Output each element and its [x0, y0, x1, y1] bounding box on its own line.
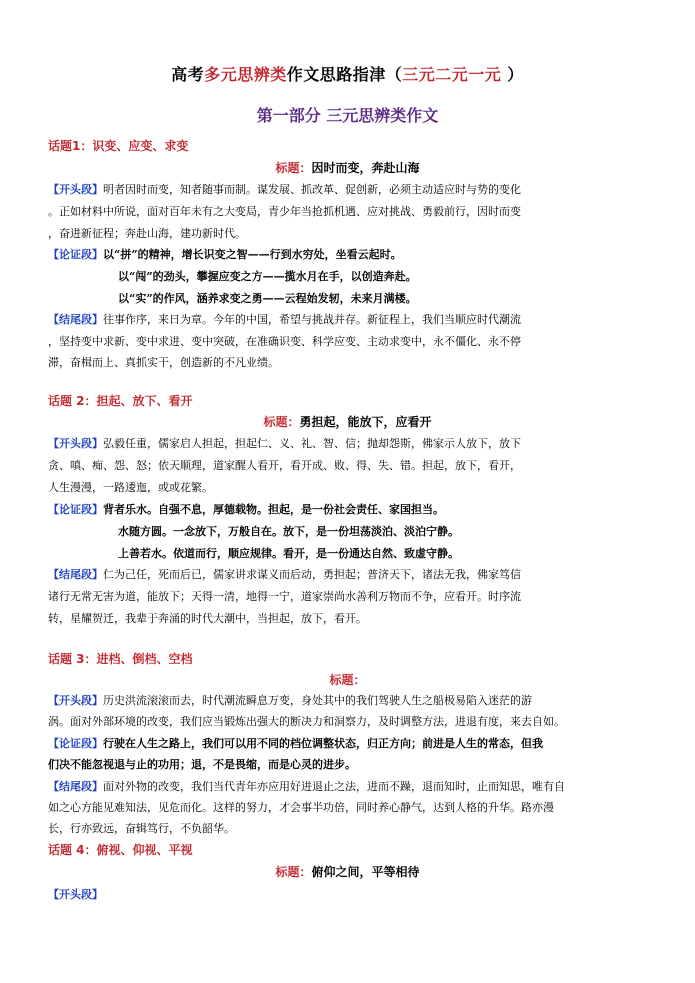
topic-1-open-line — [48, 181, 521, 197]
title-mid: 作文思路指津（ — [286, 65, 403, 84]
paragraph-line: 滞，奋楫而上、真抓实干，创造新的不凡业绩。 — [48, 356, 279, 369]
title-highlight: 三元二元一元 — [402, 65, 502, 84]
end-tag: 【结尾段】 — [48, 313, 103, 326]
paragraph-text: 行驶在人生之路上，我们可以用不同的档位调整状态，归正方向；前进是人生的常态，但我 — [103, 737, 543, 750]
title-post: ） — [501, 65, 524, 84]
paragraph-line: 水随方圆。一念放下，万般自在。放下，是一份坦荡淡泊、淡泊宁静。 — [118, 525, 459, 538]
paragraph-line: 以“闯”的劲头，攀握应变之方——揽水月在手，以创造奔赴。 — [118, 270, 417, 283]
paragraph-text: 仁为己任，死而后已，儒家讲求谋义而后动，勇担起；普济天下，诸法无我，佛家笃信 — [103, 568, 521, 581]
topic-2-argue-line — [48, 501, 444, 517]
paragraph-line: 。正如材料中所说，面对百年未有之大变局，青少年当抢抓机遇、应对挑战、勇毅前行，因时而变 — [48, 205, 521, 218]
end-tag: 【结尾段】 — [48, 780, 103, 793]
paragraph-text: 历史洪流滚滚而去，时代潮流瞬息万变，身处其中的我们驾驶人生之船极易陷入迷茫的游 — [103, 694, 532, 707]
paragraph-line: 上善若水。依道而行，顺应规律。看开，是一份通达自然、致虚守静。 — [118, 547, 459, 560]
topic-1-argue-line — [48, 246, 402, 262]
paragraph-line: 人生漫漫，一路逶迤，或或花繁。 — [48, 481, 213, 494]
open-tag: 【开头段】 — [48, 183, 103, 196]
topic-3-heading: 话题 3：进档、倒档、空档 — [48, 652, 193, 666]
topic-3-argue-line — [48, 735, 543, 751]
paragraph-line: 们决不能忽视退与止的功用；退，不是畏缩，而是心灵的进步。 — [48, 758, 356, 771]
topic-2-open-line — [48, 435, 521, 451]
paragraph-text: 背者乐水。自强不息，厚德载物。担起，是一份社会责任、家国担当。 — [103, 503, 444, 516]
title-pre: 高考 — [171, 65, 205, 84]
topic-4-open-line — [48, 886, 103, 902]
paragraph-text: 弘毅任重，儒家启人担起，担起仁、义、礼、智、信；抛却怨斯，佛家示人放下，放下 — [103, 437, 521, 450]
topic-1-title — [0, 159, 695, 176]
paragraph-line: 以“实”的作风，涵养求变之勇——云程始发轫，未来月满楼。 — [118, 292, 417, 305]
paragraph-line: 长，行亦致远，奋辑笃行，不负韶华。 — [48, 822, 235, 835]
topic-1-heading: 话题1：识变、应变、求变 — [48, 139, 189, 153]
paragraph-line: 转，星耀贺迁，我辈于奔涌的时代大潮中，当担起，放下，看开。 — [48, 612, 367, 625]
title-label: 标题： — [275, 865, 312, 879]
paragraph-line: 涡。面对外部环境的改变，我们应当锻炼出强大的断决力和洞察力，及时调整方法，进退有度，来去自如。 — [48, 715, 565, 728]
topic-1-end-line — [48, 311, 521, 327]
open-tag: 【开头段】 — [48, 437, 103, 450]
topic-2-title-text: 勇担起，能放下，应看开 — [299, 415, 432, 429]
title-label: 标题： — [275, 161, 312, 175]
argue-tag: 【论证段】 — [48, 737, 103, 750]
end-tag: 【结尾段】 — [48, 568, 103, 581]
topic-4-title-text: 俯仰之间，平等相待 — [311, 865, 420, 879]
paragraph-text: 明者因时而变，知者随事而制。谋发展、抓改革、促创新，必须主动适应时与势的变化 — [103, 183, 521, 196]
title-red: 多元思辨类 — [204, 65, 287, 84]
paragraph-line: 如之心方能见难知法，见危而化。这样的努力，才会事半功倍，同时养心静气，达到人格的升华。路亦漫 — [48, 801, 554, 814]
paragraph-line: 诸行无常无害为道，能放下；天得一清，地得一宁，道家崇尚水善利万物而不争，应看开。时序流 — [48, 590, 521, 603]
open-tag: 【开头段】 — [48, 694, 103, 707]
paragraph-line: 贪、嗔、痴、怨、怒；依天顺理，道家醒人看开，看开成、败、得、失、错。担起，放下，看开， — [48, 459, 521, 472]
argue-tag: 【论证段】 — [48, 503, 103, 516]
argue-tag: 【论证段】 — [48, 248, 103, 261]
document-title — [0, 62, 695, 85]
topic-2-end-line — [48, 566, 521, 582]
topic-3-end-line — [48, 778, 565, 794]
topic-2-title — [0, 413, 695, 430]
paragraph-line: ，奋进新征程；奔赴山海，建功新时代。 — [48, 227, 246, 240]
topic-3-open-line — [48, 692, 532, 708]
paragraph-text: 以“拼”的精神，增长识变之智——行到水穷处，坐看云起时。 — [103, 248, 402, 261]
topic-1-title-text: 因时而变，奔赴山海 — [311, 161, 420, 175]
title-label: 标题： — [263, 415, 300, 429]
title-label: 标题： — [329, 673, 366, 687]
open-tag: 【开头段】 — [48, 888, 103, 901]
topic-2-heading: 话题 2：担起、放下、看开 — [48, 394, 193, 408]
topic-4-heading: 话题 4：俯视、仰视、平视 — [48, 843, 193, 857]
paragraph-line: ，坚持变中求新、变中求进、变中突破，在准确识变、科学应变、主动求变中，永不僵化、永不停 — [48, 335, 521, 348]
section-subtitle: 第一部分 三元思辨类作文 — [256, 106, 439, 125]
topic-4-title — [0, 863, 695, 880]
topic-3-title — [0, 671, 695, 688]
paragraph-text: 往事作序，来日为章。今年的中国，希望与挑战并存。新征程上，我们当顺应时代潮流 — [103, 313, 521, 326]
paragraph-text: 面对外物的改变，我们当代青年亦应用好进退止之法，进而不躁，退而知时，止而知思，唯有自 — [103, 780, 565, 793]
